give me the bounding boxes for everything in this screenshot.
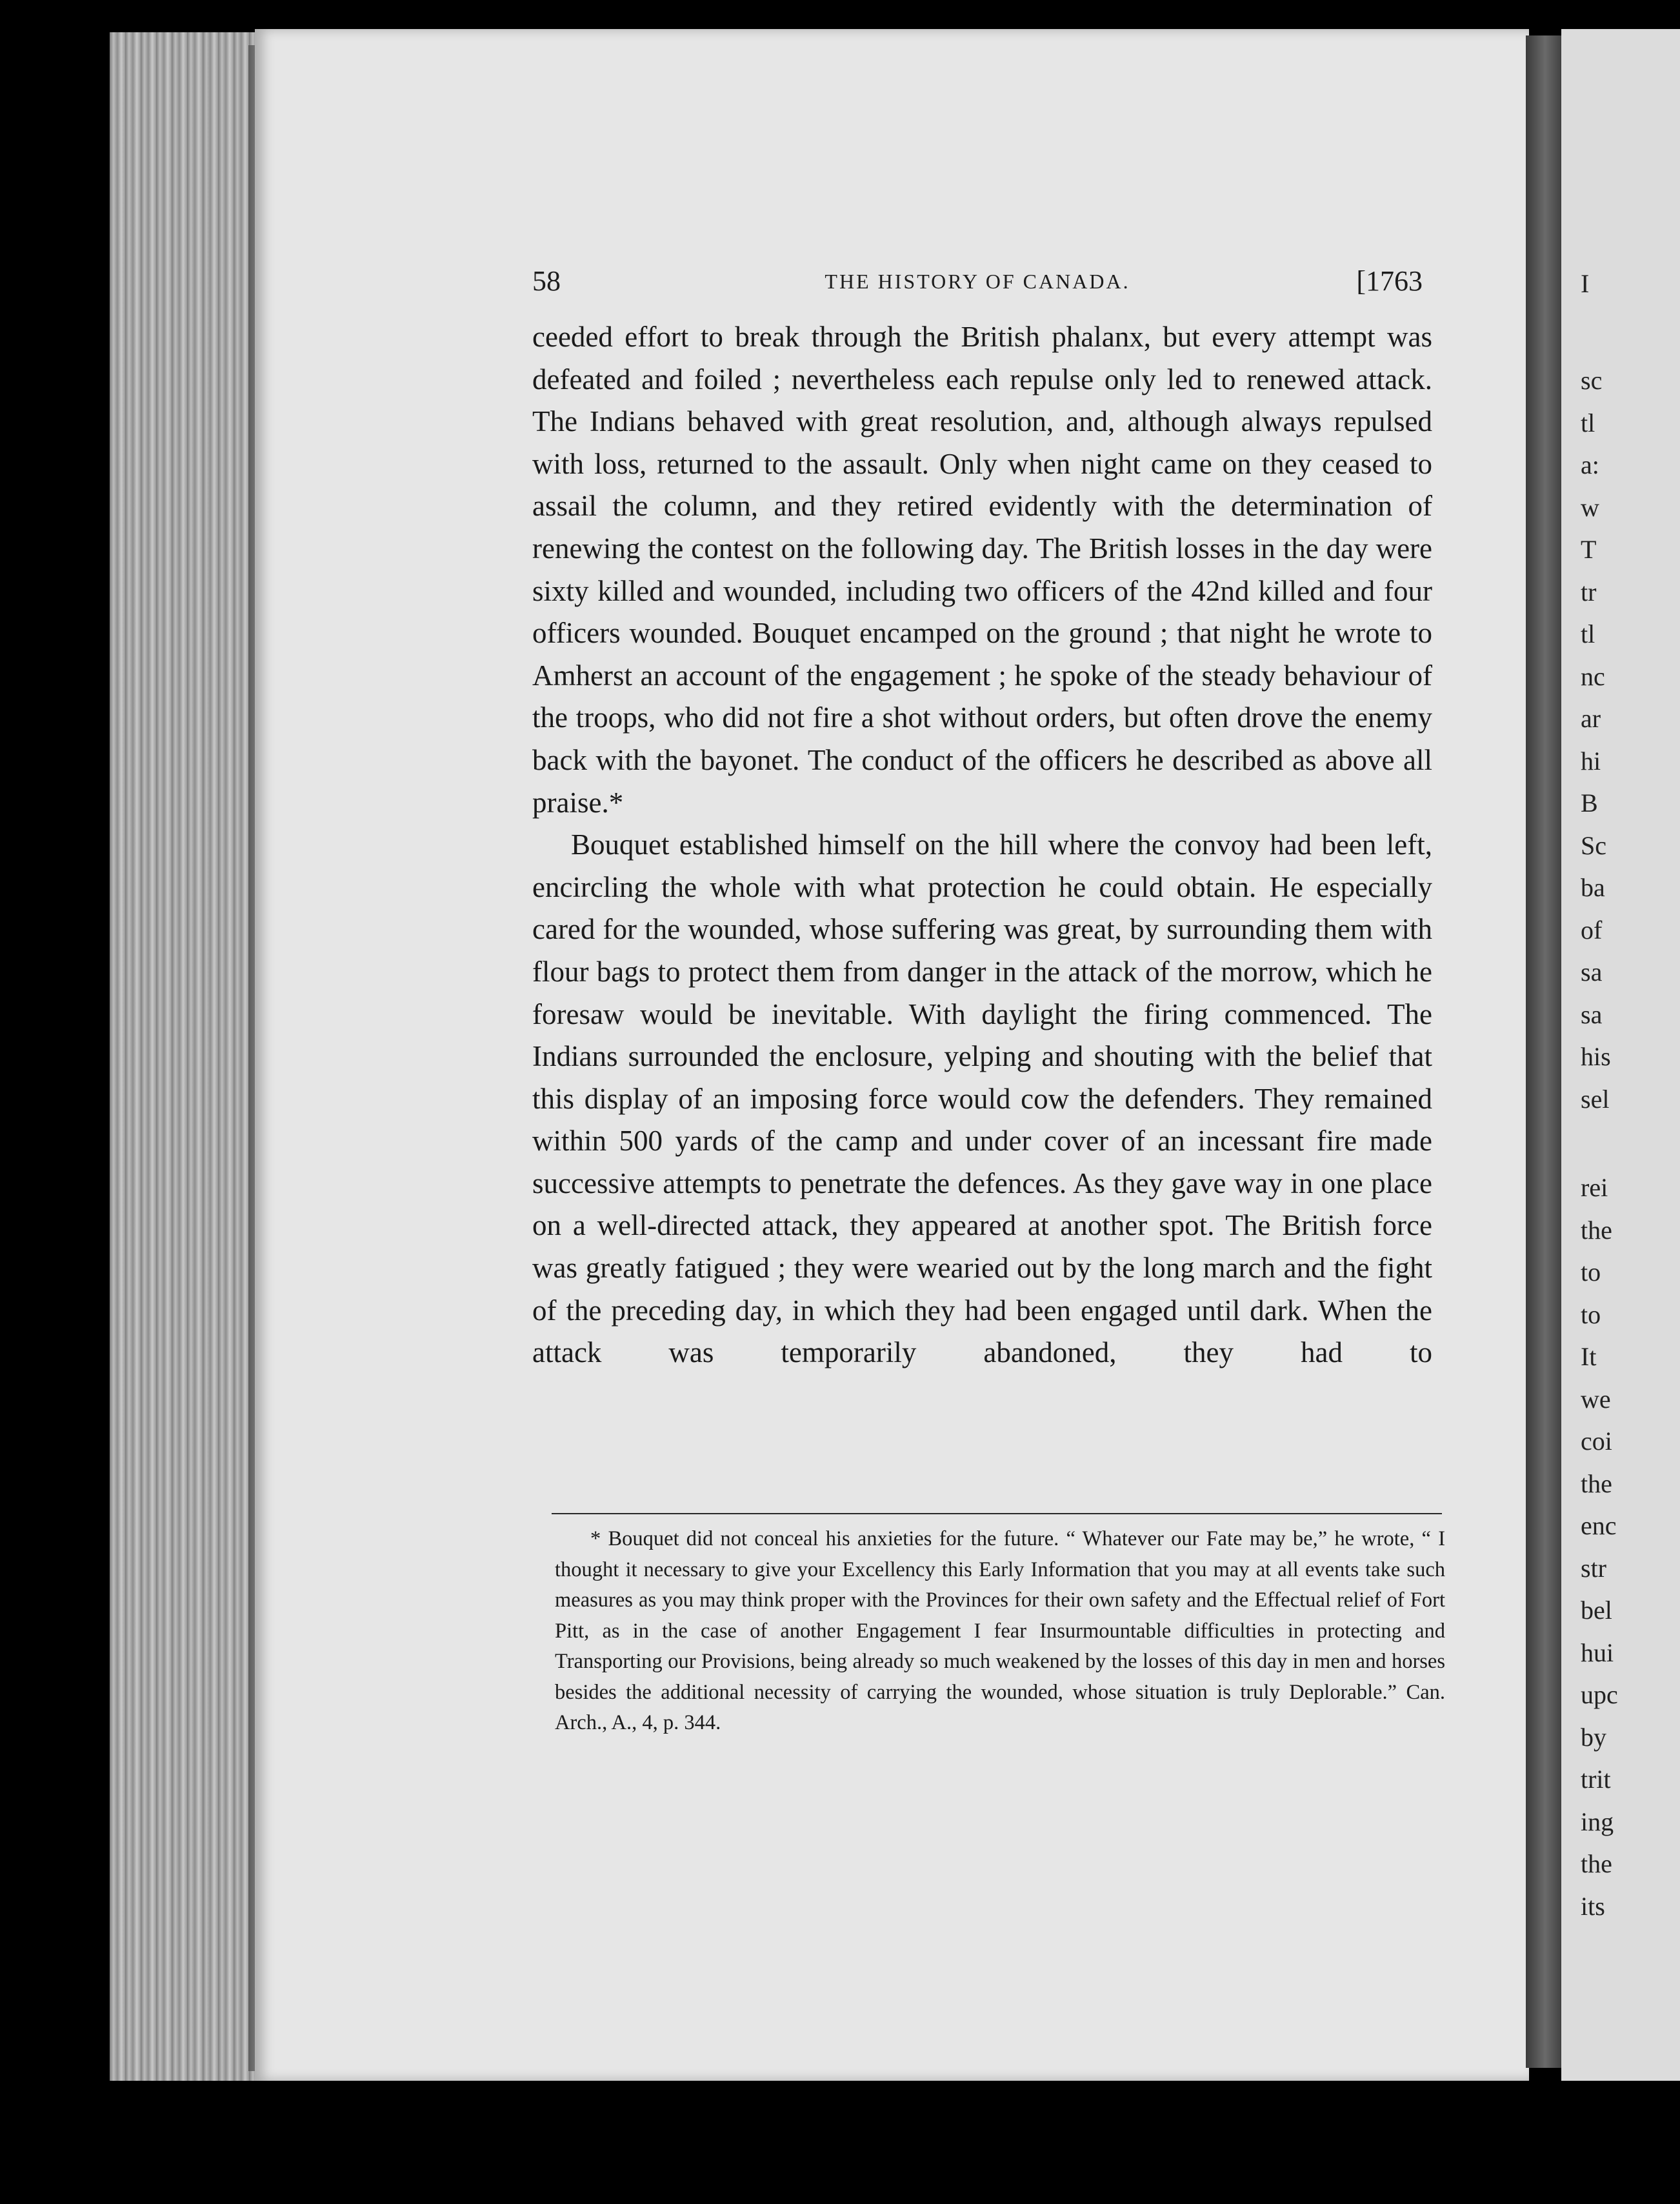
header-year: [1763 (1356, 265, 1423, 297)
next-page-fragment: tl (1581, 408, 1595, 437)
next-page-fragment: ar (1581, 704, 1601, 733)
next-page-fragment: Sc (1581, 830, 1606, 860)
running-title: THE HISTORY OF CANADA. (825, 270, 1130, 293)
book-gutter (1526, 35, 1565, 2068)
next-page-fragment: It (1581, 1342, 1597, 1371)
book-page-edges (110, 32, 271, 2081)
next-page-fragment: his (1581, 1042, 1611, 1071)
next-page-fragment: the (1581, 1849, 1612, 1878)
paragraph: ceeded effort to break through the British phalanx, but every attempt was defeated and foiled ; nevertheless each repulse only led to renewed attack. The Indians behaved with great resolution, and, although always repulsed with loss, returned to the assault. Only when night came on they ceased to assail the column, and they retired evidently with the determination of renewing the contest on the following day. The British losses in the day were sixty killed and wounded, including two officers of the 42nd killed and four officers wounded. Bouquet encamped on the ground ; that night he wrote to Amherst an account of the engagement ; he spoke of the steady behaviour of the troops, who did not fire a shot without orders, but often drove the enemy back with the bayonet. The conduct of the officers he described as above all praise.* (532, 321, 1432, 819)
footnote-rule (552, 1513, 1442, 1514)
next-page-fragment: its (1581, 1891, 1605, 1921)
next-page-fragment: the (1581, 1468, 1612, 1498)
next-page-fragment: trit (1581, 1765, 1611, 1794)
footnote-text: Bouquet did not conceal his anxieties for the future. “ Whatever our Fate may be,” he wrote, “ I thought it necessary to give your Excellency this Early Information that you may at all events take such measures as you may think proper with the Provinces for their own safety and the Effectual relief of Fort Pitt, as in the case of another Engagement I fear Insurmountable difficulties in protecting and Transporting our Provisions, being already so much weakened by the losses of this day in men and horses besides the additional necessity of carrying the wounded, whose situation is truly Deplorable.” Can. Arch., A., 4, p. 344. (555, 1527, 1446, 1734)
next-page-fragment: a: (1581, 450, 1599, 479)
body-text (532, 316, 1432, 1374)
page-number: 58 (532, 265, 561, 297)
paragraph: Bouquet established himself on the hill where the convoy had been left, encircling the whole with what protection he could obtain. He especially cared for the wounded, whose suffering was great, by surrounding them with flour bags to protect them from danger in the attack of the morrow, which he foresaw would be inevitable. With daylight the firing commenced. The Indians surrounded the enclosure, yelping and shouting with the belief that this display of an imposing force would cow the defenders. They remained within 500 yards of the camp and under cover of an incessant fire made successive attempts to penetrate the defences. As they gave way in one place on a well-directed attack, they appeared at another spot. The British force was greatly fatigued ; they were wearied out by the long march and the fight of the preceding day, in which they had been engaged until dark. When the attack was temporarily abandoned, they had to (532, 828, 1432, 1369)
next-page-fragment: the (1581, 1215, 1612, 1245)
next-page-fragment: tr (1581, 577, 1597, 606)
next-page-header: I (1581, 269, 1590, 298)
next-page-fragment: bel (1581, 1596, 1612, 1625)
next-page-fragment: rei (1581, 1173, 1608, 1202)
next-page-fragment: by (1581, 1722, 1606, 1752)
next-page-fragment: to (1581, 1299, 1601, 1329)
next-page-fragment: coi (1581, 1427, 1612, 1456)
next-page-fragment: of (1581, 915, 1603, 945)
next-page-fragment: B (1581, 788, 1598, 817)
next-page-fragment: sa (1581, 957, 1603, 987)
next-page-fragment: sel (1581, 1084, 1610, 1114)
next-page-fragment: hui (1581, 1638, 1614, 1667)
running-head (532, 265, 1423, 303)
next-page-fragment: T (1581, 535, 1597, 564)
footnote (555, 1524, 1445, 1739)
next-page-fragment: tl (1581, 619, 1595, 648)
next-page-fragment: nc (1581, 661, 1605, 691)
next-page-fragment: str (1581, 1553, 1606, 1583)
next-page-fragment: sa (1581, 999, 1603, 1029)
footnote-mark: * (590, 1527, 601, 1550)
next-page-fragment: to (1581, 1257, 1601, 1287)
next-page-fragment: we (1581, 1384, 1611, 1414)
next-page-fragment: w (1581, 492, 1599, 522)
next-page-fragment: upc (1581, 1680, 1618, 1709)
next-page-fragment: ba (1581, 873, 1605, 902)
next-page-fragment: enc (1581, 1511, 1617, 1540)
next-page-sliver (1561, 29, 1680, 2081)
next-page-fragment: hi (1581, 746, 1601, 776)
next-page-fragment: sc (1581, 366, 1603, 395)
next-page-fragment: ing (1581, 1807, 1614, 1836)
